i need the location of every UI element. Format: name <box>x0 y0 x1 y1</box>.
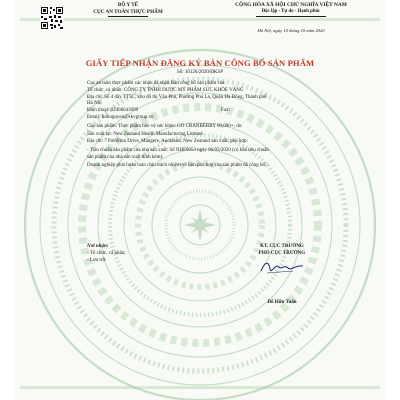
body-product: Cho sản phẩm: Thực phẩm bảo vệ sức khỏe: GO CRANBERRY 60,000+; do: <box>87 123 243 129</box>
country-name: CỘNG HÒA XÃ HỘI CHỦ NGHĨA VIỆT NAM <box>235 2 347 8</box>
national-header <box>200 2 382 17</box>
document-number: Số: 10126/2020/ĐKSP <box>177 70 223 75</box>
body-organization: Tổ chức, cá nhân: CÔNG TY TNHH DƯỢC MỸ PHẨM SỨC KHỎE VÀNG <box>87 87 244 93</box>
body-standard-cont: sản phẩm của nhà sản xuất đính kèm). <box>87 154 164 160</box>
document-body <box>87 81 331 170</box>
bronze-drum-watermark <box>14 10 386 400</box>
recipients-block <box>87 244 197 264</box>
issuing-agency-header <box>68 2 188 17</box>
agency-underline <box>108 16 148 17</box>
body-fax: Fax: <box>221 108 230 113</box>
body-responsibility: Doanh nghiệp phải hoàn toàn chịu trách nhiệm về tính phù hợp của sản phẩm đã công bố./. <box>87 163 269 169</box>
handwritten-signature <box>257 259 307 277</box>
signer-position: PHÓ CỤC TRƯỞNG <box>258 250 306 256</box>
body-maker-address: Địa chỉ: 7 Pavillion Drive, Mangere, Auckland, New Zealand sản xuất, phù hợp: <box>87 139 248 144</box>
body-phone: Điện thoại: 02466643099 <box>87 108 139 113</box>
national-motto: Độc lập - Tự do - Hạnh phúc <box>261 8 321 14</box>
contact-row <box>87 108 331 115</box>
signature-block <box>227 244 337 258</box>
body-standard: - Tiêu chuẩn sản phẩm của nhà sản xuất: Số NHF0053 ngày 06/03/2020 (có bản tiêu chuẩn <box>87 147 269 153</box>
recipients-label: Nơi nhận: <box>87 244 109 249</box>
recipient-item: - Lưu trữ. <box>87 257 107 263</box>
qr-code <box>40 6 64 30</box>
ministry-name: BỘ Y TẾ <box>117 2 139 8</box>
signer-name: Đỗ Hữu Tuấn <box>267 300 297 305</box>
recipient-item: - Tổ chức, cá nhân; <box>87 250 126 256</box>
body-address-city: Hà Nội <box>87 101 102 107</box>
signer-title: KT. CỤC TRƯỞNG <box>260 244 304 249</box>
body-address: Địa chỉ: Số 4 dãy TT5C, khu đô thị Văn Phú, Phường Phú La, Quận Hà Đông, Thành phố <box>87 94 267 100</box>
body-email: Email: linhnguyen@skvgroup.vn <box>87 114 154 120</box>
document-title: GIẤY TIẾP NHẬN ĐĂNG KÝ BẢN CÔNG BỐ SẢN PHẨM <box>85 58 315 68</box>
body-maker: Sản xuất tại: New Zealand Health Manufacturing Limited <box>87 132 203 138</box>
body-intro: Cục an toàn thực phẩm xác nhận đã nhận Bản công bố sản phẩm của: <box>87 81 226 86</box>
agency-name: CỤC AN TOÀN THỰC PHẨM <box>93 8 163 15</box>
issue-date: Hà Nội, ngày 14 tháng 10 năm 2020 <box>257 28 325 33</box>
motto-underline <box>256 16 326 17</box>
